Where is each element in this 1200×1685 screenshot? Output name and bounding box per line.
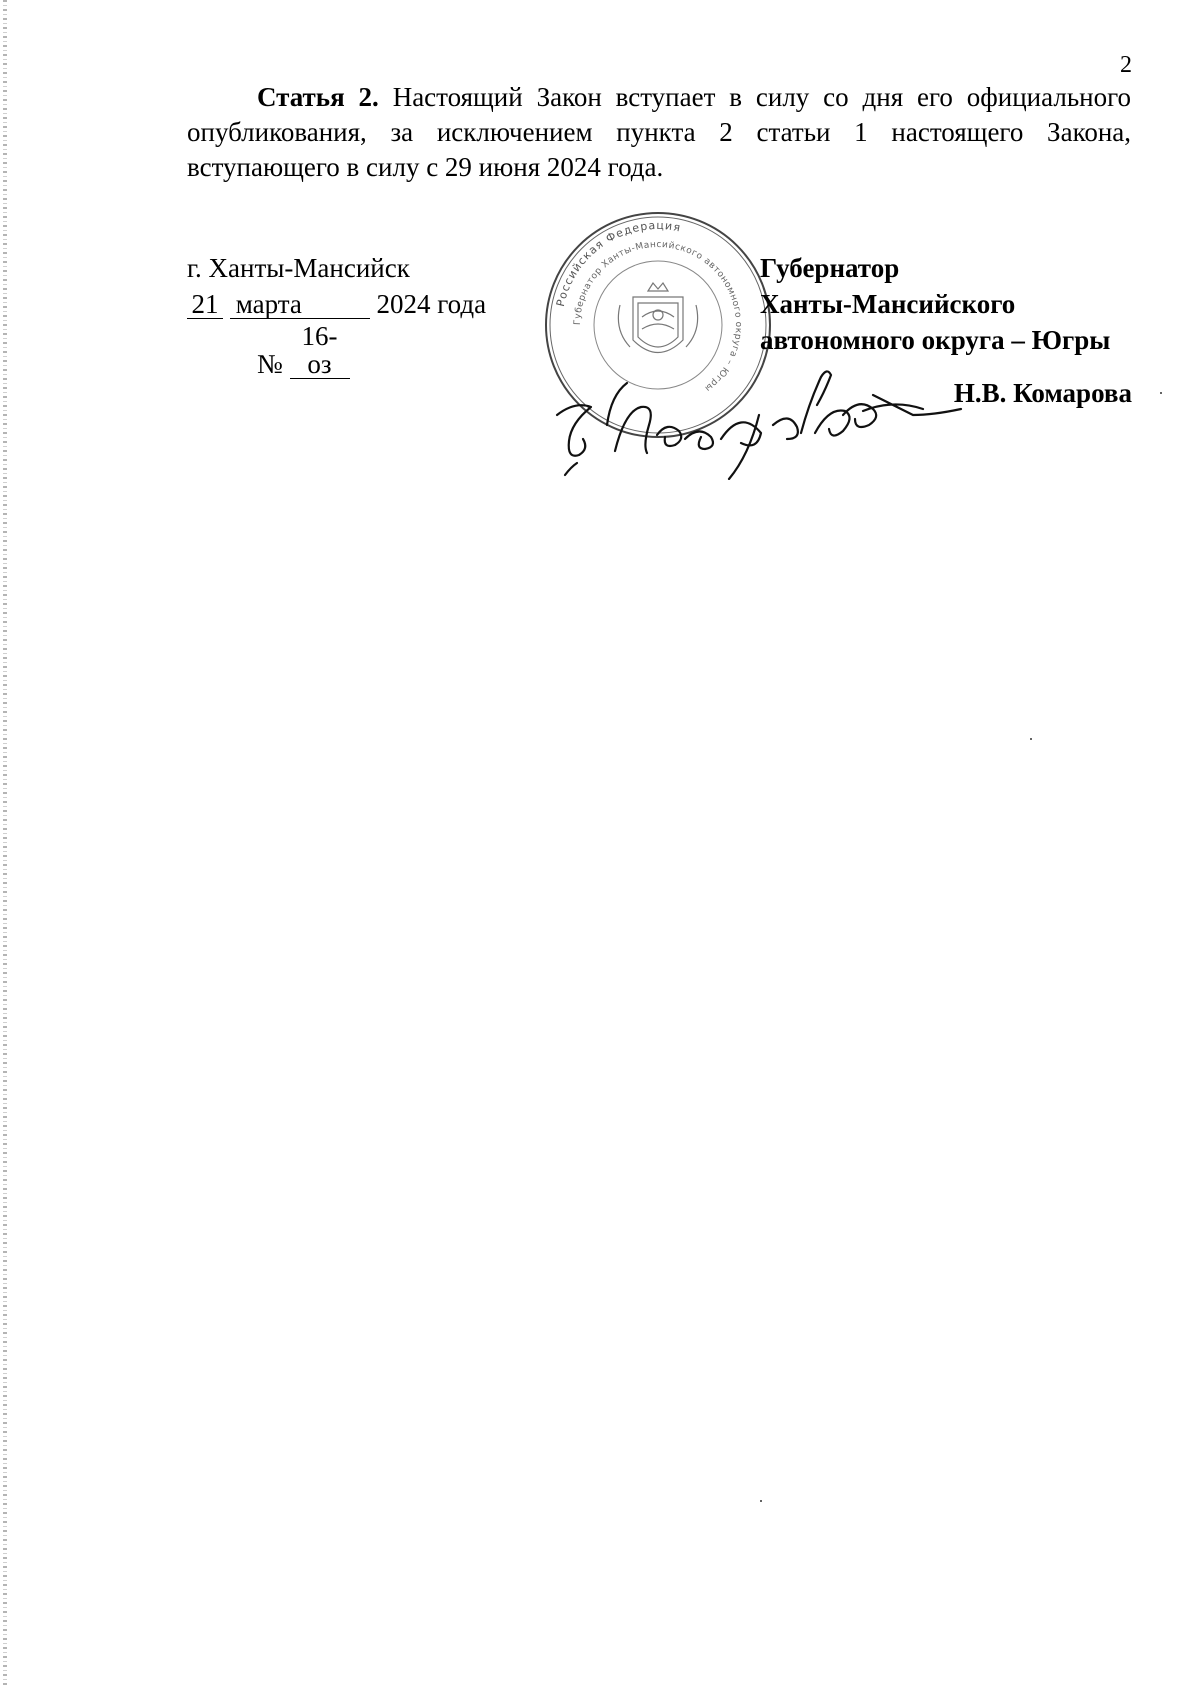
governor-title-line-2: Ханты-Мансийского: [760, 289, 1016, 319]
law-number: 16-оз: [290, 322, 350, 379]
handwritten-signature: [545, 355, 965, 480]
city: г. Ханты-Мансийск: [187, 253, 410, 283]
article-heading: Статья 2.: [257, 82, 379, 112]
article-line-2: опубликования, за исключением пункта 2 статьи 1 настоящего Закона,: [187, 117, 1131, 147]
scan-speck: [1030, 738, 1032, 740]
date-line: [187, 286, 486, 322]
seal-inner-text: Губернатор Ханты-Мансийского автономного округа – Югры: [572, 239, 744, 394]
governor-title-line-1: Губернатор: [760, 253, 900, 283]
scan-speck: [760, 1500, 762, 1502]
place-date-block: [187, 250, 486, 382]
scan-speck: [1160, 392, 1162, 394]
law-number-line: [187, 322, 486, 382]
governor-name: Н.В. Комарова: [953, 378, 1132, 408]
governor-title: [760, 250, 1110, 358]
seal-outer-text: Российская Федерация: [553, 218, 683, 308]
article-2: [187, 80, 1131, 185]
date-month: марта: [230, 290, 370, 319]
scan-edge-artifact: [3, 0, 7, 1685]
number-prefix: №: [257, 349, 283, 379]
governor-title-line-3: автономного округа – Югры: [760, 325, 1111, 355]
article-line-1-text: Настоящий Закон вступает в силу со дня его официального: [378, 82, 1131, 112]
coat-of-arms-icon: [618, 283, 697, 353]
article-line-3: вступающего в силу с 29 июня 2024 года.: [187, 152, 664, 182]
article-line-1: [187, 80, 1131, 115]
date-day: 21: [187, 290, 223, 319]
date-year: 2024 года: [376, 289, 487, 319]
page-number: 2: [1120, 52, 1132, 78]
